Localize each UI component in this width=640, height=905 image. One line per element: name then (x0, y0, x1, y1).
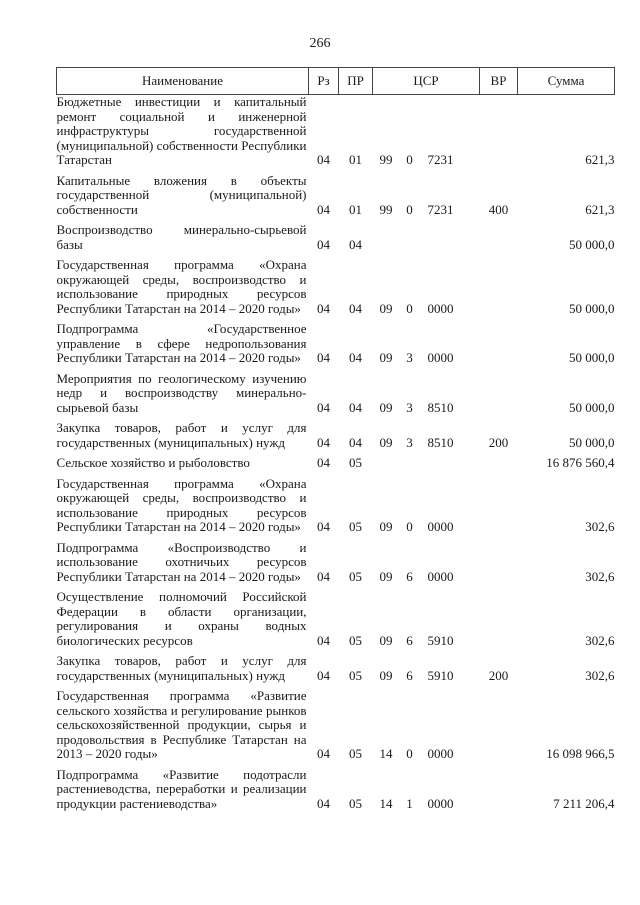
table-row (57, 258, 615, 316)
row-vr (480, 258, 518, 316)
row-vr: 200 (488, 667, 509, 683)
row-pr: 05 (349, 667, 362, 683)
row-csr-direction: 5910 (427, 632, 454, 648)
row-name: Мероприятия по геологическому изучению недр и воспроизводству минерально-сырьевой базы (56, 370, 307, 415)
row-rz: 04 (317, 632, 330, 648)
row-pr: 04 (349, 350, 362, 365)
row-csr-subprogram (400, 223, 420, 252)
row-sum: 302,6 (585, 568, 615, 584)
row-sum: 302,6 (585, 667, 615, 683)
row-pr: 05 (349, 519, 362, 534)
table-row (57, 768, 615, 812)
row-pr: 04 (349, 300, 362, 316)
row-rz: 04 (317, 399, 330, 415)
row-vr (480, 95, 518, 168)
row-name: Бюджетные инвестиции и капитальный ремонт социальной и инженерной инфраструктуры государственной (муниципальной) собственности Республики Татарстан (56, 94, 307, 167)
row-csr-subprogram: 1 (406, 795, 413, 811)
row-csr-subprogram: 3 (406, 350, 413, 365)
row-csr-direction: 0000 (427, 519, 454, 534)
row-rz: 04 (317, 350, 330, 365)
row-sum: 50 000,0 (569, 236, 615, 252)
row-rz: 04 (317, 300, 330, 316)
row-csr-program: 09 (379, 434, 393, 450)
row-csr-direction: 0000 (427, 746, 454, 761)
table-row (57, 421, 615, 450)
header-vr: ВР (480, 68, 518, 95)
row-csr-program: 14 (379, 795, 393, 811)
row-csr-subprogram: 0 (406, 300, 413, 316)
row-sum: 16 876 560,4 (546, 455, 615, 470)
row-sum: 621,3 (585, 201, 615, 217)
row-pr: 05 (349, 746, 362, 761)
row-vr (480, 689, 518, 762)
row-vr (480, 541, 518, 585)
row-sum: 7 211 206,4 (553, 795, 615, 811)
table-row (57, 372, 615, 416)
row-sum: 302,6 (585, 519, 615, 534)
budget-table (56, 67, 615, 811)
table-row (57, 223, 615, 252)
row-csr-program (373, 456, 400, 471)
row-pr: 05 (349, 455, 362, 470)
header-csr: ЦСР (373, 68, 480, 95)
row-pr: 05 (349, 795, 362, 811)
table-row (57, 174, 615, 218)
row-pr: 01 (349, 152, 362, 167)
page-number: 266 (309, 36, 331, 51)
header-pr: ПР (339, 68, 373, 95)
row-csr-direction: 8510 (427, 434, 454, 450)
table-row (57, 590, 615, 648)
row-pr: 01 (349, 201, 362, 217)
row-vr (480, 477, 518, 535)
row-rz: 04 (317, 455, 330, 470)
row-csr-program: 09 (379, 300, 393, 316)
row-csr-direction: 0000 (427, 568, 454, 584)
row-sum: 16 098 966,5 (546, 746, 615, 761)
row-csr-subprogram: 6 (406, 568, 413, 584)
row-pr: 05 (349, 632, 362, 648)
row-name: Осуществление полномочий Российской Федерации в области организации, регулирования и охраны водных биологических ресурсов (56, 589, 307, 648)
row-vr (480, 322, 518, 366)
row-csr-program: 09 (379, 568, 393, 584)
row-pr: 04 (349, 399, 362, 415)
row-rz: 04 (317, 667, 330, 683)
row-csr-direction (420, 223, 480, 252)
row-vr (480, 768, 518, 812)
row-sum: 50 000,0 (569, 300, 615, 316)
header-sum: Сумма (518, 68, 615, 95)
row-vr (480, 223, 518, 252)
row-csr-subprogram: 3 (406, 399, 413, 415)
row-csr-subprogram (400, 456, 420, 471)
row-csr-subprogram: 0 (406, 152, 413, 167)
row-sum: 50 000,0 (569, 350, 615, 365)
row-csr-program: 09 (379, 632, 393, 648)
row-csr-direction (420, 456, 480, 471)
row-rz: 04 (317, 434, 330, 450)
row-csr-program (373, 223, 400, 252)
row-csr-program: 99 (379, 201, 393, 217)
header-name: Наименование (57, 68, 309, 95)
row-name: Государственная программа «Охрана окружающей среды, воспроизводство и использование природных ресурсов Республики Татарстан на 2014 – 2020 годы» (56, 475, 307, 534)
row-csr-direction: 0000 (427, 795, 454, 811)
row-csr-subprogram: 6 (406, 632, 413, 648)
table-header-row (57, 68, 615, 95)
row-rz: 04 (317, 201, 330, 217)
table-row (57, 654, 615, 683)
row-name: Воспроизводство минерально-сырьевой базы (56, 222, 307, 252)
row-pr: 04 (349, 434, 362, 450)
row-csr-program: 09 (379, 399, 393, 415)
table-body (57, 95, 615, 812)
row-rz: 04 (317, 568, 330, 584)
row-sum: 50 000,0 (569, 434, 615, 450)
row-csr-subprogram: 3 (406, 434, 413, 450)
row-csr-program: 99 (379, 152, 393, 167)
row-csr-direction: 0000 (427, 350, 454, 365)
table-row (57, 689, 615, 762)
row-csr-subprogram: 0 (406, 746, 413, 761)
row-vr (480, 372, 518, 416)
row-csr-subprogram: 0 (406, 201, 413, 217)
table-row (57, 456, 615, 471)
row-name: Подпрограмма «Развитие подотрасли растениеводства, переработки и реализации продукции растениеводства» (56, 766, 307, 811)
row-csr-subprogram: 0 (406, 519, 413, 534)
row-vr (480, 456, 518, 471)
row-vr: 400 (488, 201, 509, 217)
row-rz: 04 (317, 795, 330, 811)
row-rz: 04 (317, 152, 330, 167)
table-row (57, 477, 615, 535)
table-row (57, 541, 615, 585)
row-pr: 05 (349, 568, 362, 584)
row-sum: 302,6 (585, 632, 615, 648)
row-csr-direction: 7231 (427, 201, 454, 217)
row-name: Подпрограмма «Воспроизводство и использование охотничьих ресурсов Республики Татарстан на 2014 – 2020 годы» (56, 539, 307, 584)
row-vr (480, 590, 518, 648)
row-csr-direction: 7231 (427, 152, 454, 167)
row-csr-program: 09 (379, 667, 393, 683)
row-sum: 50 000,0 (569, 399, 615, 415)
row-csr-program: 14 (379, 746, 393, 761)
row-name: Закупка товаров, работ и услуг для государственных (муниципальных) нужд (56, 653, 307, 683)
row-rz: 04 (317, 746, 330, 761)
row-name: Закупка товаров, работ и услуг для государственных (муниципальных) нужд (56, 420, 307, 450)
row-csr-direction: 8510 (427, 399, 454, 415)
row-name: Сельское хозяйство и рыболовство (56, 455, 250, 470)
row-csr-direction: 5910 (427, 667, 454, 683)
row-csr-subprogram: 6 (406, 667, 413, 683)
row-sum: 621,3 (585, 152, 615, 167)
row-rz: 04 (317, 519, 330, 534)
row-csr-direction: 0000 (427, 300, 454, 316)
header-rz: Рз (309, 68, 339, 95)
table-row (57, 95, 615, 168)
row-name: Капитальные вложения в объекты государственной (муниципальной) собственности (56, 172, 307, 217)
row-vr: 200 (488, 434, 509, 450)
row-csr-program: 09 (379, 350, 393, 365)
table-row (57, 322, 615, 366)
row-name: Государственная программа «Охрана окружающей среды, воспроизводство и использование природных ресурсов Республики Татарстан на 2014 – 2020 годы» (56, 257, 307, 316)
row-pr: 04 (349, 236, 362, 252)
row-name: Государственная программа «Развитие сельского хозяйства и регулирование рынков сельскохозяйственной продукции, сырья и продовольствия в Республике Татарстан на 2013 – 2020 годы» (56, 688, 307, 761)
row-rz: 04 (317, 236, 330, 252)
row-csr-program: 09 (379, 519, 393, 534)
row-name: Подпрограмма «Государственное управление в сфере недропользования Республики Татарстан на 2014 – 2020 годы» (56, 321, 307, 365)
